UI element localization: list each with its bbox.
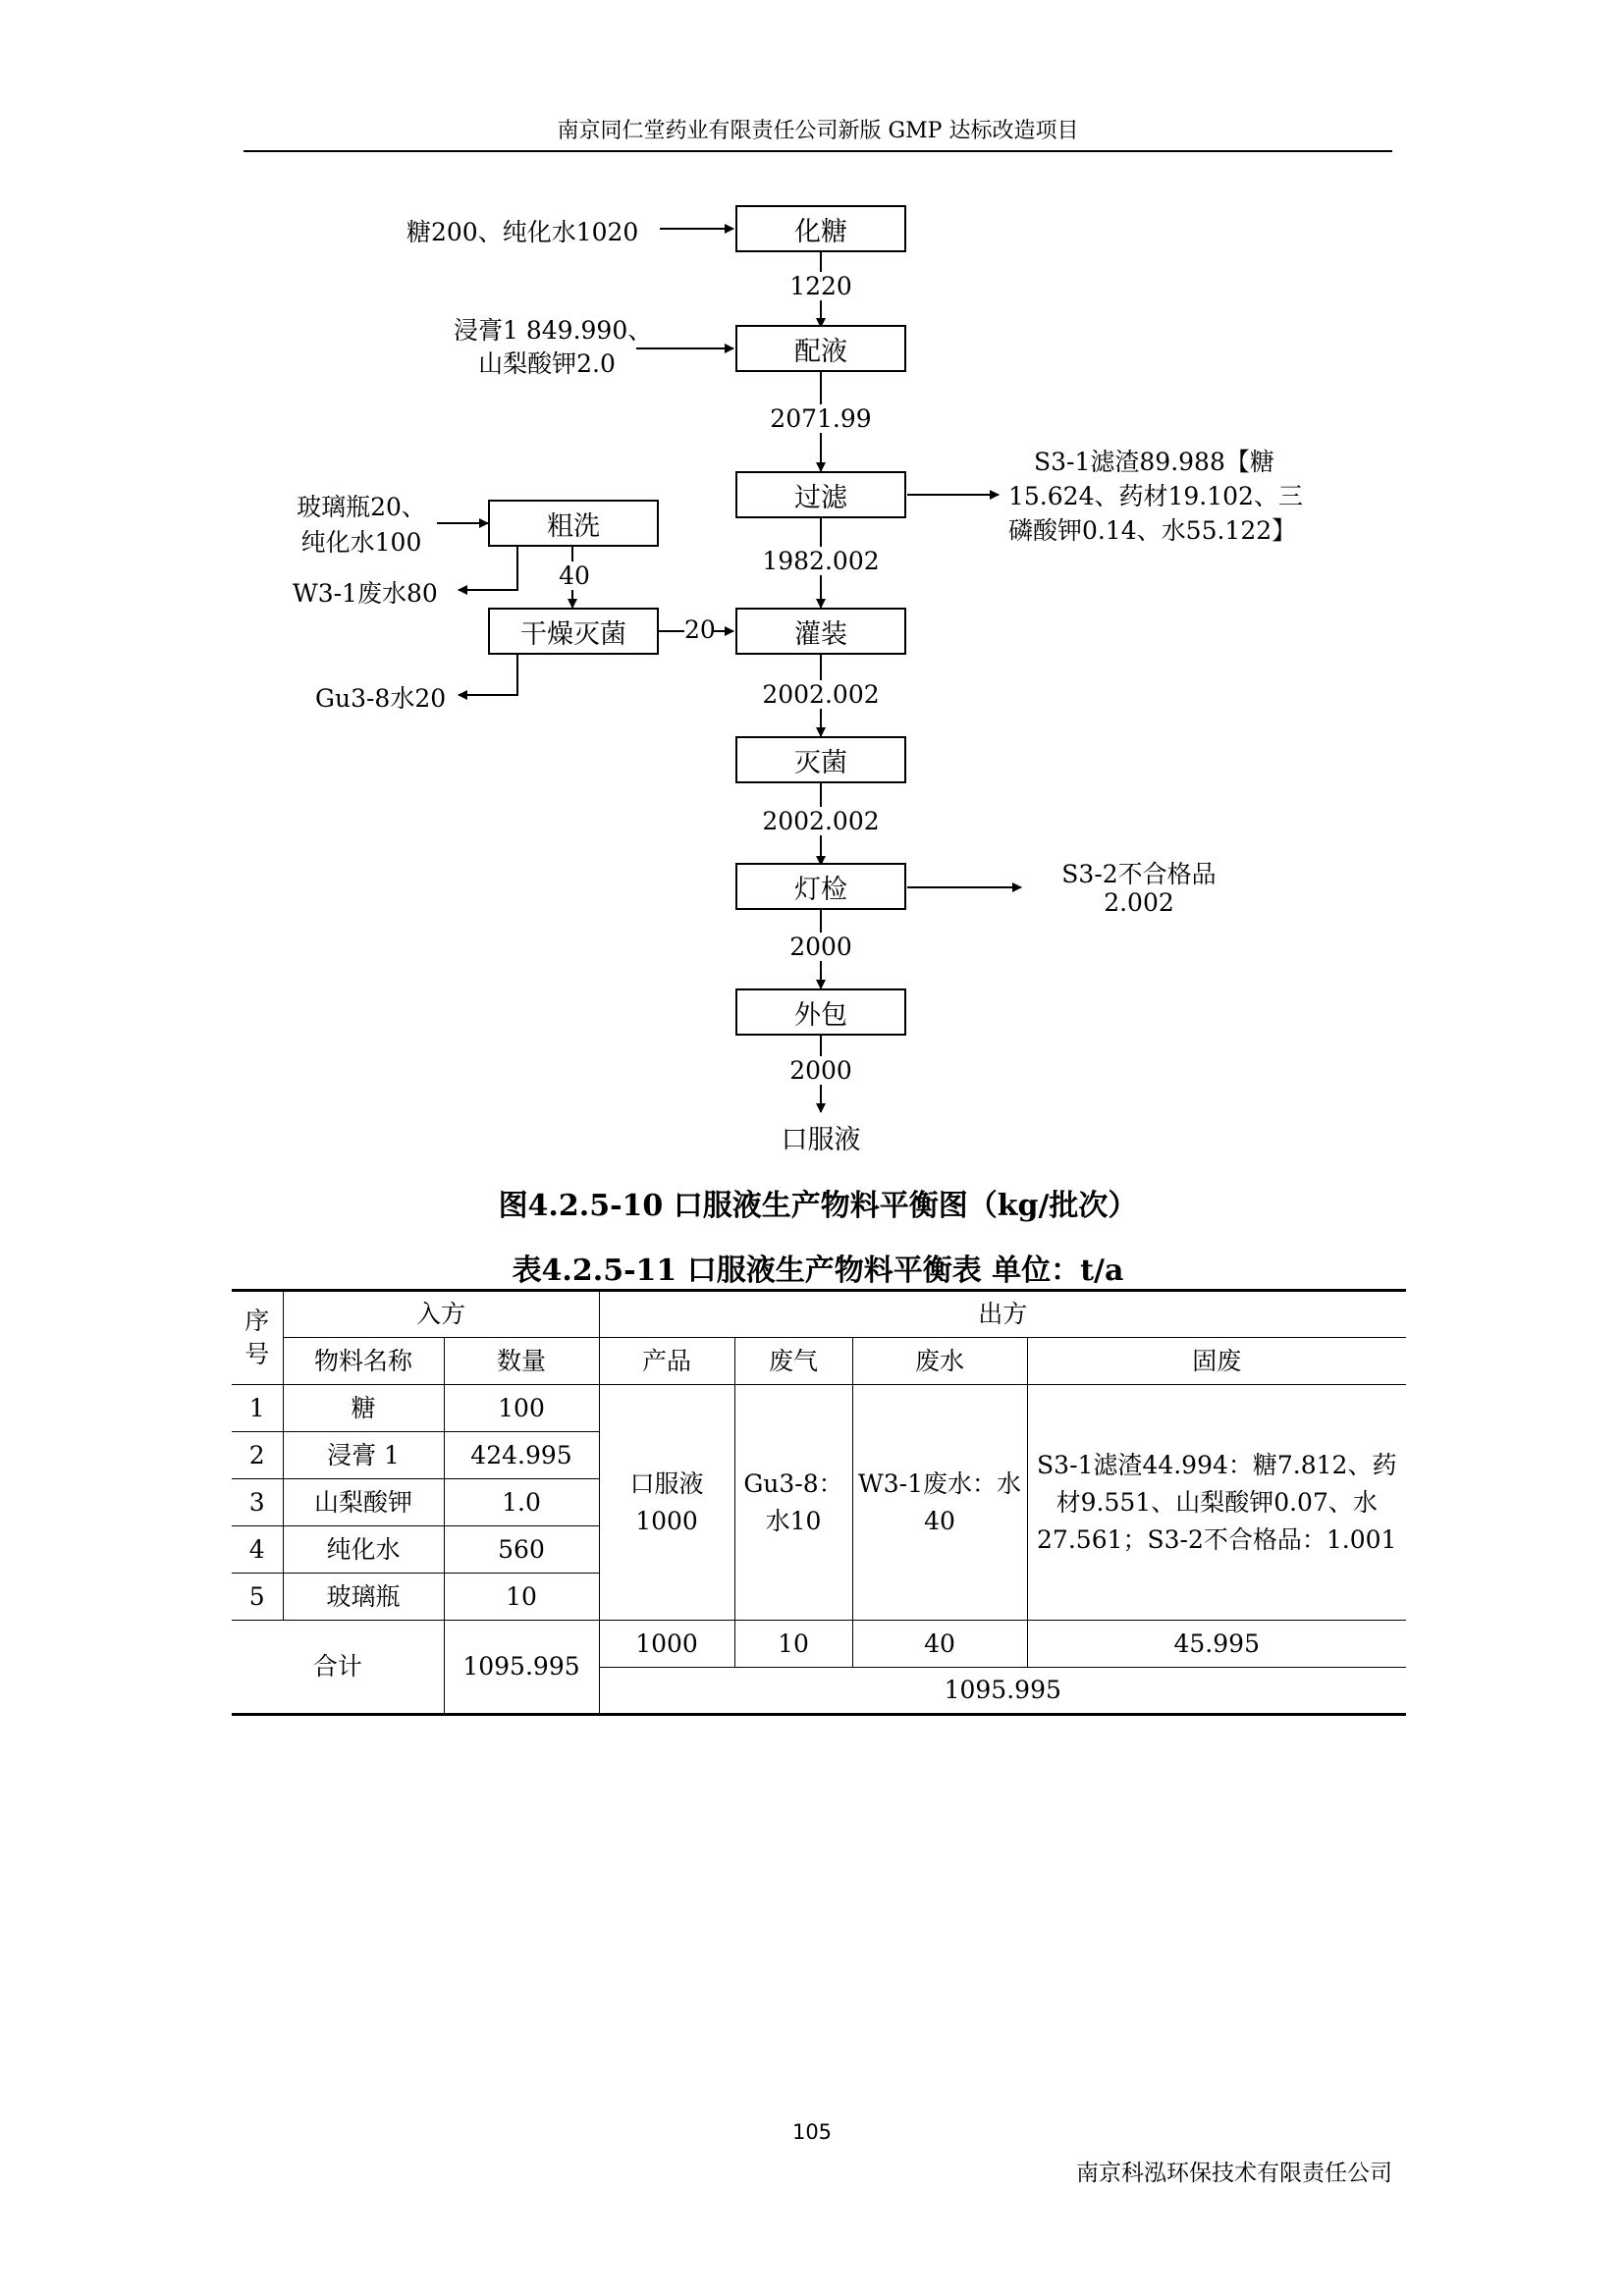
output-s32-1: S3-2不合格品 xyxy=(1061,860,1217,888)
input-jinggao-2: 山梨酸钾2.0 xyxy=(478,349,616,378)
box-dengjian: 灯检 xyxy=(735,863,906,910)
box-guanzhuang: 灌装 xyxy=(735,608,906,655)
flow-qty-dry: 20 xyxy=(684,615,716,644)
flow-qty-2: 2071.99 xyxy=(746,404,895,433)
th-waste-water: 废水 xyxy=(852,1338,1027,1385)
row-no: 1 xyxy=(232,1385,283,1432)
row-no: 2 xyxy=(232,1432,283,1479)
arrow-ganzao-gu38 xyxy=(459,654,517,695)
flow-qty-3: 1982.002 xyxy=(746,547,895,575)
flow-qty-5: 2002.002 xyxy=(746,807,895,835)
flow-qty-wash: 40 xyxy=(555,561,594,590)
total-input: 1095.995 xyxy=(444,1621,599,1715)
input-sugar-water: 糖200、纯化水1020 xyxy=(406,218,639,246)
total-waste-gas: 10 xyxy=(734,1621,852,1668)
flow-qty-1: 1220 xyxy=(746,272,895,300)
input-bottle-2: 纯化水100 xyxy=(300,528,422,557)
output-s31-1: S3-1滤渣89.988【糖 xyxy=(1034,448,1274,476)
total-waste-water: 40 xyxy=(852,1621,1027,1668)
total-solid-waste: 45.995 xyxy=(1027,1621,1406,1668)
row-qty: 560 xyxy=(444,1526,599,1574)
figure-caption: 图4.2.5-10 口服液生产物料平衡图（kg/批次） xyxy=(498,1189,1138,1223)
table-caption: 表4.2.5-11 口服液生产物料平衡表 单位：t/a xyxy=(512,1254,1124,1288)
row-name: 山梨酸钾 xyxy=(283,1479,444,1526)
th-seq: 序号 xyxy=(232,1291,283,1385)
page-number: 105 xyxy=(791,2120,833,2144)
row-name: 玻璃瓶 xyxy=(283,1574,444,1621)
th-material-name: 物料名称 xyxy=(283,1338,444,1385)
total-product: 1000 xyxy=(599,1621,734,1668)
flow-qty-7: 2000 xyxy=(746,1056,895,1085)
input-jinggao-1: 浸膏1 849.990、 xyxy=(454,316,653,345)
page-header: 南京同仁堂药业有限责任公司新版 GMP 达标改造项目 xyxy=(557,119,1079,143)
th-solid-waste: 固废 xyxy=(1027,1338,1406,1385)
total-label: 合计 xyxy=(232,1621,444,1715)
box-guolv: 过滤 xyxy=(735,471,906,518)
row-name: 纯化水 xyxy=(283,1526,444,1574)
row-no: 5 xyxy=(232,1574,283,1621)
page-footer: 南京科泓环保技术有限责任公司 xyxy=(1076,2161,1392,2186)
row-qty: 10 xyxy=(444,1574,599,1621)
row-qty: 1.0 xyxy=(444,1479,599,1526)
th-waste-gas: 废气 xyxy=(734,1338,852,1385)
box-miejun: 灭菌 xyxy=(735,736,906,783)
row-no: 3 xyxy=(232,1479,283,1526)
row-name: 浸膏 1 xyxy=(283,1432,444,1479)
cell-solid-waste: S3-1滤渣44.994：糖7.812、药材9.551、山梨酸钾0.07、水27.561；S3-2不合格品：1.001 xyxy=(1027,1385,1406,1621)
total-output: 1095.995 xyxy=(599,1668,1406,1715)
box-peiye: 配液 xyxy=(735,325,906,372)
table-row xyxy=(232,1385,1406,1432)
output-s32-2: 2.002 xyxy=(1104,888,1174,917)
input-bottle-1: 玻璃瓶20、 xyxy=(297,493,426,521)
th-input: 入方 xyxy=(283,1291,599,1338)
box-cuxi: 粗洗 xyxy=(488,500,659,547)
flow-qty-4: 2002.002 xyxy=(746,680,895,709)
row-qty: 424.995 xyxy=(444,1432,599,1479)
material-balance-table xyxy=(232,1289,1406,1716)
box-waibao: 外包 xyxy=(735,988,906,1036)
output-w31: W3-1废水80 xyxy=(293,579,438,608)
cell-waste-water: W3-1废水：水40 xyxy=(852,1385,1027,1621)
cell-waste-gas: Gu3-8：水10 xyxy=(734,1385,852,1621)
output-s31-2: 15.624、药材19.102、三 xyxy=(1008,482,1303,510)
row-name: 糖 xyxy=(283,1385,444,1432)
flow-qty-6: 2000 xyxy=(746,933,895,961)
box-ganzao: 干燥灭菌 xyxy=(488,608,659,655)
cell-product: 口服液1000 xyxy=(599,1385,734,1621)
th-quantity: 数量 xyxy=(444,1338,599,1385)
th-product: 产品 xyxy=(599,1338,734,1385)
output-gu38: Gu3-8水20 xyxy=(315,684,447,713)
output-s31-3: 磷酸钾0.14、水55.122】 xyxy=(1008,516,1297,545)
row-no: 4 xyxy=(232,1526,283,1574)
box-huatang: 化糖 xyxy=(735,205,906,252)
output-product: 口服液 xyxy=(781,1125,861,1155)
row-qty: 100 xyxy=(444,1385,599,1432)
arrow-cuxi-w31 xyxy=(459,547,517,590)
th-output: 出方 xyxy=(599,1291,1406,1338)
